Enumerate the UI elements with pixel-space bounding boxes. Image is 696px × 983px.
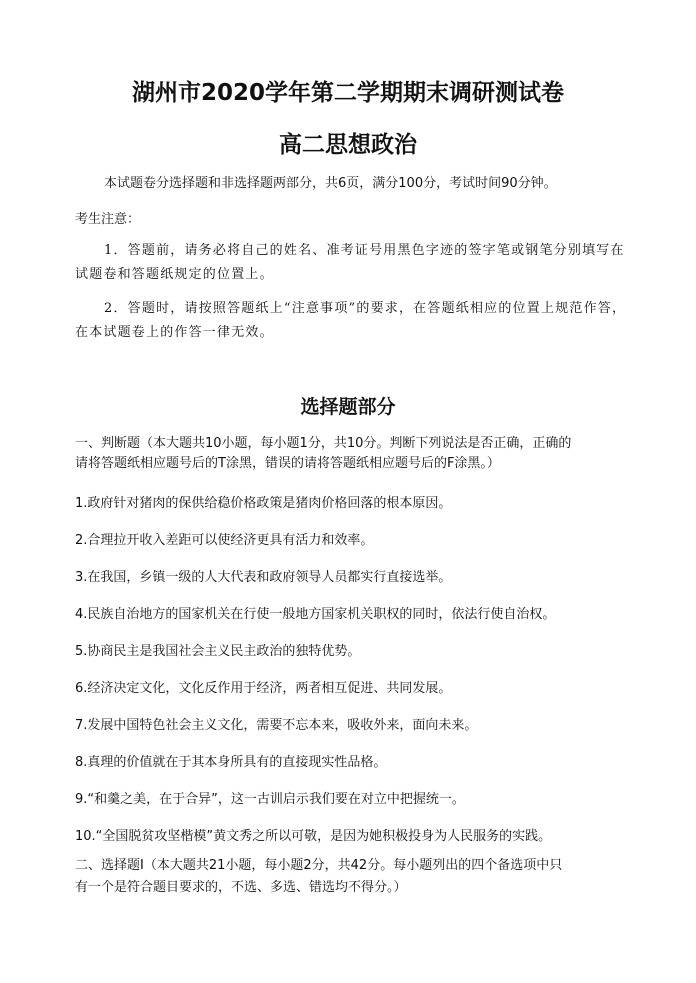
exam-subject: 高二思想政治	[279, 132, 417, 158]
question-8: 8.真理的价值就在于其本身所具有的直接现实性品格。	[75, 755, 387, 770]
question-4: 4.民族自治地方的国家机关在行使一般地方国家机关职权的同时，依法行使自治权。	[75, 607, 556, 622]
question-7: 7.发展中国特色社会主义文化，需要不忘本来，吸收外来，面向未来。	[75, 718, 478, 733]
question-5: 5.协商民主是我国社会主义民主政治的独特优势。	[75, 644, 361, 659]
notice-item-2-line-2: 在本试题卷上的作答一律无效。	[75, 325, 274, 340]
question-6: 6.经济决定文化，文化反作用于经济，两者相互促进、共同发展。	[75, 681, 452, 696]
question-9: 9.“和羹之美，在于合异”，这一古训启示我们要在对立中把握统一。	[75, 792, 465, 807]
intro-text: 本试题卷分选择题和非选择题两部分，共6页，满分100分，考试时间90分钟。	[104, 176, 557, 191]
exam-title: 湖州市2020学年第二学期期末调研测试卷	[131, 80, 564, 106]
notice-heading: 考生注意：	[75, 212, 141, 227]
part2-instruction-line-2: 有一个是符合题目要求的，不选、多选、错选均不得分。）	[75, 880, 407, 895]
section-title: 选择题部分	[300, 396, 396, 418]
part1-instruction-line-2: 请将答题纸相应题号后的T涂黑，错误的请将答题纸相应题号后的F涂黑。）	[75, 456, 500, 471]
notice-item-2-line-1: 2．答题时，请按照答题纸上“注意事项”的要求，在答题纸相应的位置上规范作答，	[104, 301, 627, 316]
question-1: 1.政府针对猪肉的保供给稳价格政策是猪肉价格回落的根本原因。	[75, 496, 452, 511]
part1-instruction-line-1: 一、判断题（本大题共10小题，每小题1分，共10分。判断下列说法是否正确，正确的	[75, 436, 572, 451]
notice-item-1-line-1: 1．答题前，请务必将自己的姓名、准考证号用黑色字迹的签字笔或钢笔分别填写在	[104, 243, 625, 258]
question-2: 2.合理拉开收入差距可以使经济更具有活力和效率。	[75, 533, 374, 548]
question-3: 3.在我国，乡镇一级的人大代表和政府领导人员都实行直接选举。	[75, 570, 452, 585]
notice-item-1-line-2: 试题卷和答题纸规定的位置上。	[75, 267, 274, 282]
question-10: 10.“全国脱贫攻坚楷模”黄文秀之所以可敬，是因为她积极投身为人民服务的实践。	[75, 829, 552, 844]
part2-instruction-line-1: 二、选择题Ⅰ（本大题共21小题，每小题2分，共42分。每小题列出的四个备选项中只	[75, 858, 563, 873]
